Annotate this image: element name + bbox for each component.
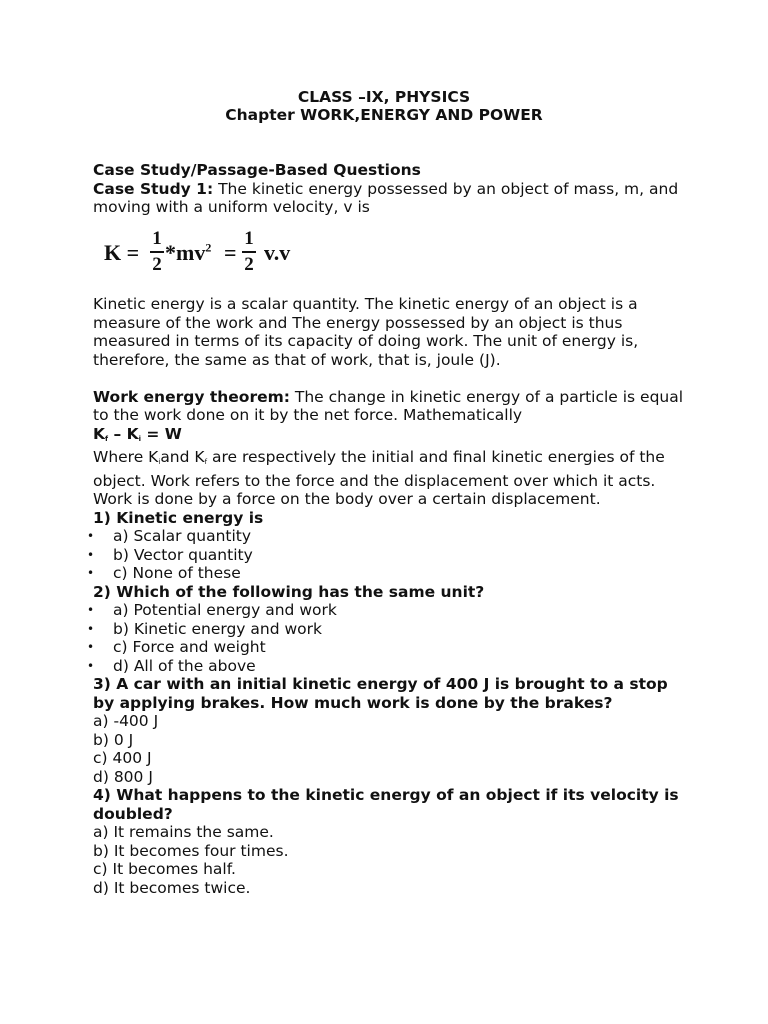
eq-sub-i: i xyxy=(138,434,142,443)
formula-fraction-1 xyxy=(150,228,164,276)
fraction-1-bar xyxy=(150,251,164,253)
section-title: Case Study/Passage-Based Questions xyxy=(93,161,421,179)
eq-minus-k: – K xyxy=(108,424,139,443)
question-1 xyxy=(93,509,693,583)
formula-mid xyxy=(165,240,211,266)
option-item: c) It becomes half. xyxy=(93,860,236,878)
theorem-paragraph xyxy=(93,388,693,425)
where-part-3: are respectively the initial and final kinetic energies of the object. Work refers to the force and the displacement over which it acts. Work is done by a force on the body over a certain displacement. xyxy=(93,448,665,508)
scalar-paragraph: Kinetic energy is a scalar quantity. The kinetic energy of an object is a measure of the work and The energy possessed by an object is thus measured in terms of its capacity of doing work. The unit of energy is, therefore, the same as that of work, that is, joule (J). xyxy=(93,295,639,369)
question-2 xyxy=(93,583,693,676)
option-item: • a) Scalar quantity xyxy=(93,527,693,546)
class-title: CLASS –IX, PHYSICS xyxy=(297,88,471,106)
question-2-options xyxy=(93,601,693,675)
question-1-options xyxy=(93,527,693,583)
case-study-paragraph xyxy=(93,180,693,217)
where-sub-i: i xyxy=(158,458,161,466)
formula-mv: *mv xyxy=(165,240,206,265)
question-2-text: 2) Which of the following has the same unit? xyxy=(93,582,485,601)
option-item: • b) Kinetic energy and work xyxy=(93,620,693,639)
theorem-text: The change in kinetic energy of a particle is equal to the work done on it by the net force. Mathematically xyxy=(93,387,684,424)
chapter-title: Chapter WORK,ENERGY AND POWER xyxy=(225,106,543,124)
formula-equals: = xyxy=(224,240,237,265)
question-3-text: 3) A car with an initial kinetic energy of 400 J is brought to a stop by applying brakes. How much work is done by the brakes? xyxy=(93,675,668,712)
fraction-2-bar xyxy=(242,251,256,253)
option-item: c) 400 J xyxy=(93,749,152,767)
question-4-text: 4) What happens to the kinetic energy of an object if its velocity is doubled? xyxy=(93,786,679,823)
question-1-text: 1) Kinetic energy is xyxy=(93,508,264,527)
option-item: • a) Potential energy and work xyxy=(93,601,693,620)
where-part-2: and K xyxy=(160,448,205,466)
option-item: • d) All of the above xyxy=(93,657,693,676)
option-item: • c) Force and weight xyxy=(93,638,693,657)
option-item: • c) None of these xyxy=(93,564,693,583)
formula-exponent: 2 xyxy=(205,240,212,255)
option-item: a) -400 J xyxy=(93,712,159,730)
eq-k: K xyxy=(93,424,106,443)
case-study-text: The kinetic energy possessed by an object of mass, m, and moving with a uniform velocity, v is xyxy=(93,179,679,216)
blank-line xyxy=(93,369,693,388)
option-item: a) It remains the same. xyxy=(93,823,274,841)
formula-lhs: K = xyxy=(104,240,140,265)
eq-equals-w: = W xyxy=(141,424,182,443)
where-paragraph xyxy=(93,448,693,509)
fraction-1-numerator: 1 xyxy=(152,228,162,249)
formula-rhs: v.v xyxy=(264,240,291,265)
fraction-2-denominator: 2 xyxy=(244,254,254,275)
option-item: d) 800 J xyxy=(93,767,153,786)
case-study-label: Case Study 1: xyxy=(93,179,214,198)
where-part-1: Where K xyxy=(93,448,159,466)
question-3 xyxy=(93,675,693,786)
fraction-2-numerator: 1 xyxy=(244,228,254,249)
option-item: • b) Vector quantity xyxy=(93,546,693,565)
main-text-block xyxy=(93,295,693,897)
option-item: b) It becomes four times. xyxy=(93,841,289,860)
intro-block xyxy=(93,161,693,217)
theorem-equation xyxy=(93,425,693,449)
question-4 xyxy=(93,786,693,897)
eq-sub-f: f xyxy=(105,434,109,443)
fraction-1-denominator: 2 xyxy=(152,254,162,275)
option-item: b) 0 J xyxy=(93,730,134,749)
formula-fraction-2 xyxy=(242,228,256,276)
theorem-label: Work energy theorem: xyxy=(93,387,290,406)
option-item: d) It becomes twice. xyxy=(93,878,251,897)
where-sub-f: f xyxy=(204,458,208,466)
